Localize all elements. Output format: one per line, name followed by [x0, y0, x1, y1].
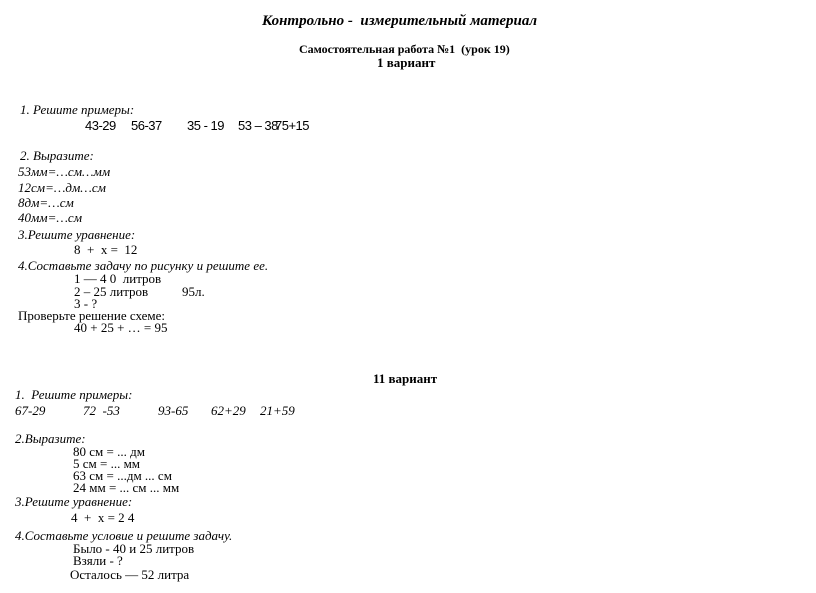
v2-example-3: 93-65 [158, 403, 189, 418]
v1-convert-line-3: 8дм=…см [18, 195, 74, 210]
v1-picture-total: 95л. [182, 284, 205, 299]
v2-convert-line-2: 5 см = ... мм [73, 456, 141, 471]
v2-task2-label: 2.Выразите: [15, 431, 86, 446]
variant-1-heading: 1 вариант [377, 55, 436, 70]
v2-task3-label: 3.Решите уравнение: [15, 494, 133, 509]
v1-example-5: 75+15 [275, 118, 310, 133]
v2-convert-line-1: 80 см = ... дм [73, 444, 145, 459]
v1-task2-label: 2. Выразите: [20, 148, 94, 163]
v1-example-4: 53 – 38 [238, 118, 278, 133]
v2-example-2: 72 -53 [83, 403, 120, 418]
v2-task4-label: 4.Составьте условие и решите задачу. [15, 528, 233, 543]
v2-convert-line-4: 24 мм = ... см ... мм [73, 480, 180, 495]
v2-task1-label: 1. Решите примеры: [15, 387, 133, 402]
v2-task-line-1: Было - 40 и 25 литров [73, 541, 195, 556]
v2-task-line-3: Осталось — 52 литра [70, 567, 190, 582]
v2-example-5: 21+59 [260, 403, 295, 418]
variant-2-heading: 11 вариант [373, 371, 438, 386]
v1-convert-line-1: 53мм=…см…мм [18, 164, 111, 179]
v1-example-3: 35 - 19 [187, 118, 224, 133]
v2-example-1: 67-29 [15, 403, 46, 418]
v1-example-2: 56-37 [131, 118, 162, 133]
v1-task4-label: 4.Составьте задачу по рисунку и решите ее. [18, 258, 269, 273]
v1-picture-line-3: 3 - ? [74, 296, 98, 311]
v1-convert-line-4: 40мм=…см [18, 210, 82, 225]
v2-equation: 4 + х = 2 4 [71, 510, 135, 525]
v2-example-4: 62+29 [211, 403, 246, 418]
v2-task-line-2: Взяли - ? [73, 553, 123, 568]
v1-task3-label: 3.Решите уравнение: [18, 227, 136, 242]
v1-task1-label: 1. Решите примеры: [20, 102, 135, 117]
v1-picture-line-2: 2 – 25 литров [74, 284, 149, 299]
document-subtitle: Самостоятельная работа №1 (урок 19) [299, 42, 510, 56]
v1-convert-line-2: 12см=…дм…см [18, 180, 106, 195]
v1-check-label: Проверьте решение схеме: [18, 308, 165, 323]
v1-picture-line-1: 1 — 4 0 литров [74, 271, 162, 286]
document-title: Контрольно - измерительный материал [262, 13, 538, 29]
v1-equation: 8 + х = 12 [74, 242, 138, 257]
v1-example-1: 43-29 [85, 118, 116, 133]
v2-convert-line-3: 63 см = ...дм ... см [73, 468, 172, 483]
v1-check-equation: 40 + 25 + … = 95 [74, 320, 168, 335]
